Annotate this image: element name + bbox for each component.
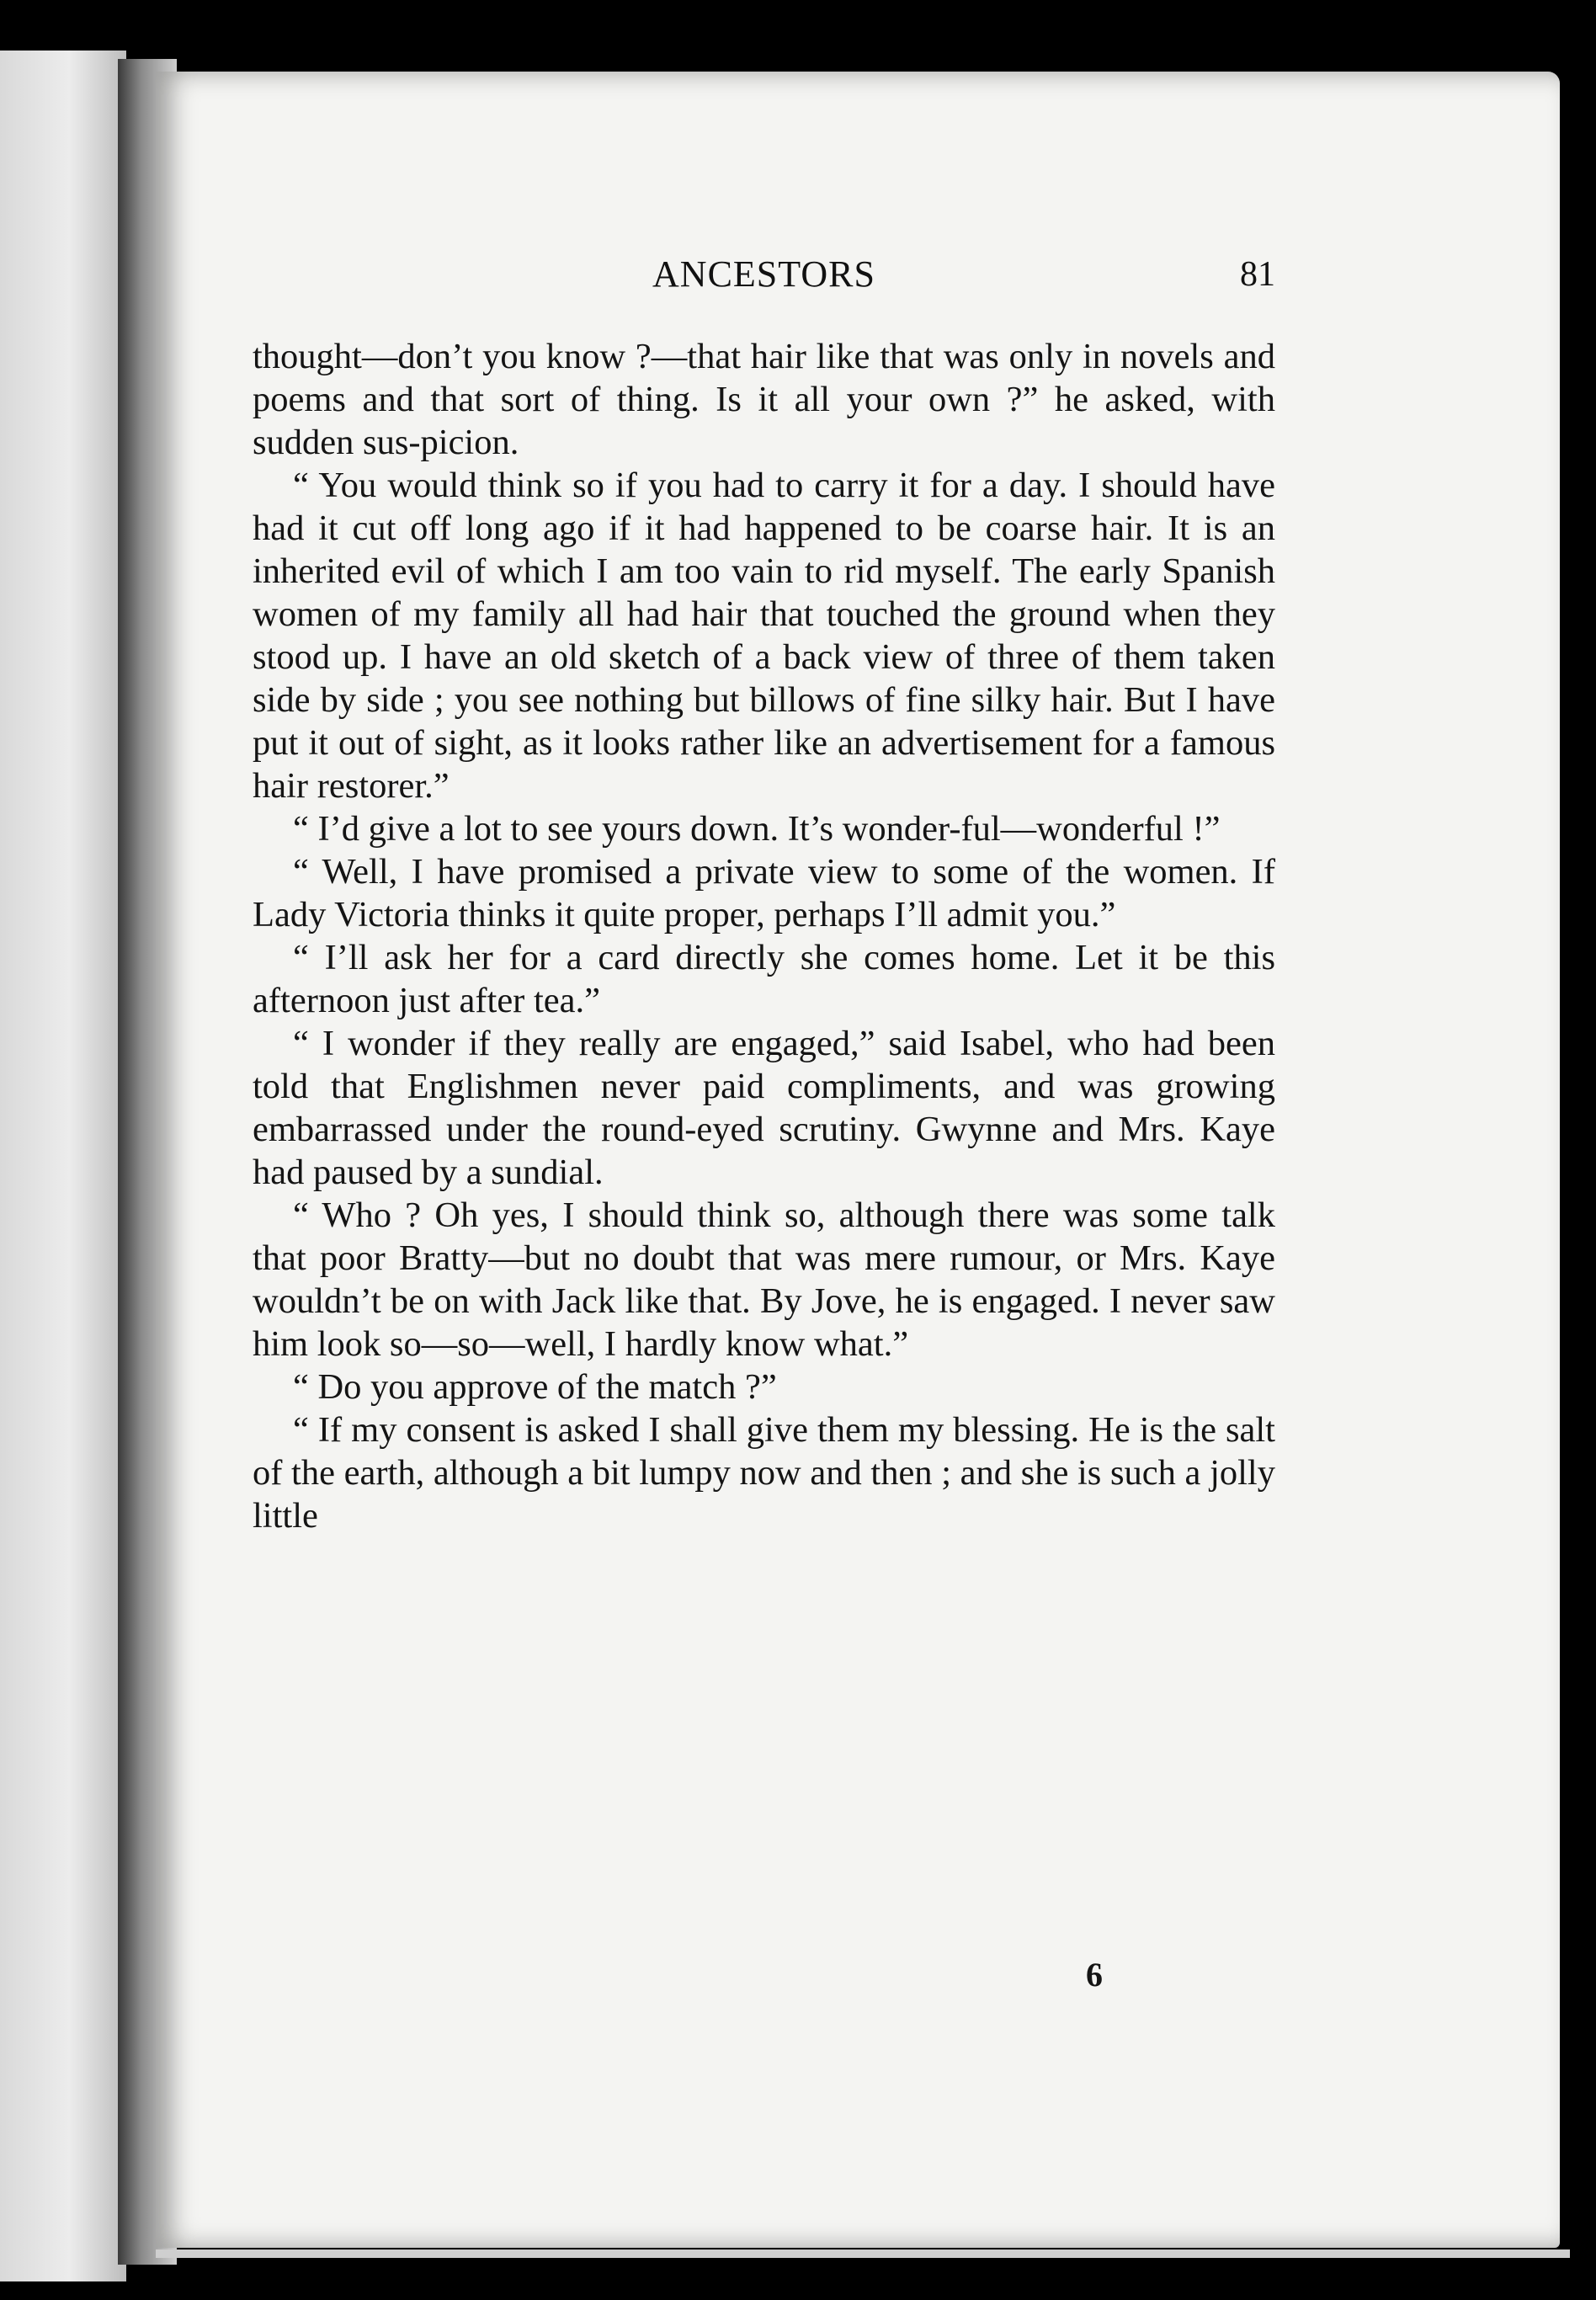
paragraph-1: thought—don’t you know ?—that hair like that was only in novels and poems and that sort of thing. Is it all your own ?” he asked, with sudden sus-picion. (253, 337, 1275, 462)
paragraph-7: “ Who ? Oh yes, I should think so, although there was some talk that poor Bratty—but no doubt that was mere rumour, or Mrs. Kaye wouldn’t be on with Jack like that. By Jove, he is engaged. I never saw him look so—so—well, I hardly know what.” (253, 1195, 1275, 1364)
paragraph-2: “ You would think so if you had to carry it for a day. I should have had it cut off long ago if it had happened to be coarse hair. It is an inherited evil of which I am too vain to rid myself. The early Spanish women of my family all had hair that touched the ground when they stood up. I have an old sketch of a back view of three of them taken side by side ; you see nothing but billows of fine silky hair. But I have put it out of sight, as it looks rather like an advertisement for a famous hair restorer.” (253, 466, 1275, 806)
paragraph-4: “ Well, I have promised a private view to some of the women. If Lady Victoria thinks it quite proper, perhaps I’ll admit you.” (253, 852, 1275, 934)
paragraph-6: “ I wonder if they really are engaged,” said Isabel, who had been told that Englishmen never paid compliments, and was growing embarrassed under the round-eyed scrutiny. Gwynne and Mrs. Kaye had paused by a sundial. (253, 1024, 1275, 1192)
signature-mark: 6 (1086, 1956, 1103, 1994)
paragraph-9: “ If my consent is asked I shall give them my blessing. He is the salt of the earth, although a bit lumpy now and then ; and she is such a jolly little (253, 1410, 1275, 1536)
paragraph-8: “ Do you approve of the match ?” (293, 1367, 777, 1407)
paragraph-5: “ I’ll ask her for a card directly she comes home. Let it be this afternoon just after tea.” (253, 938, 1275, 1020)
facing-page-edge (0, 51, 126, 2281)
running-head: ANCESTORS (652, 253, 875, 295)
paragraph-3: “ I’d give a lot to see yours down. It’s wonder-ful—wonderful !” (293, 809, 1221, 849)
page-edge-shadow (156, 2249, 1570, 2258)
page-header (253, 253, 1275, 311)
page-number: 81 (1240, 255, 1275, 294)
body-text (253, 335, 1275, 1537)
